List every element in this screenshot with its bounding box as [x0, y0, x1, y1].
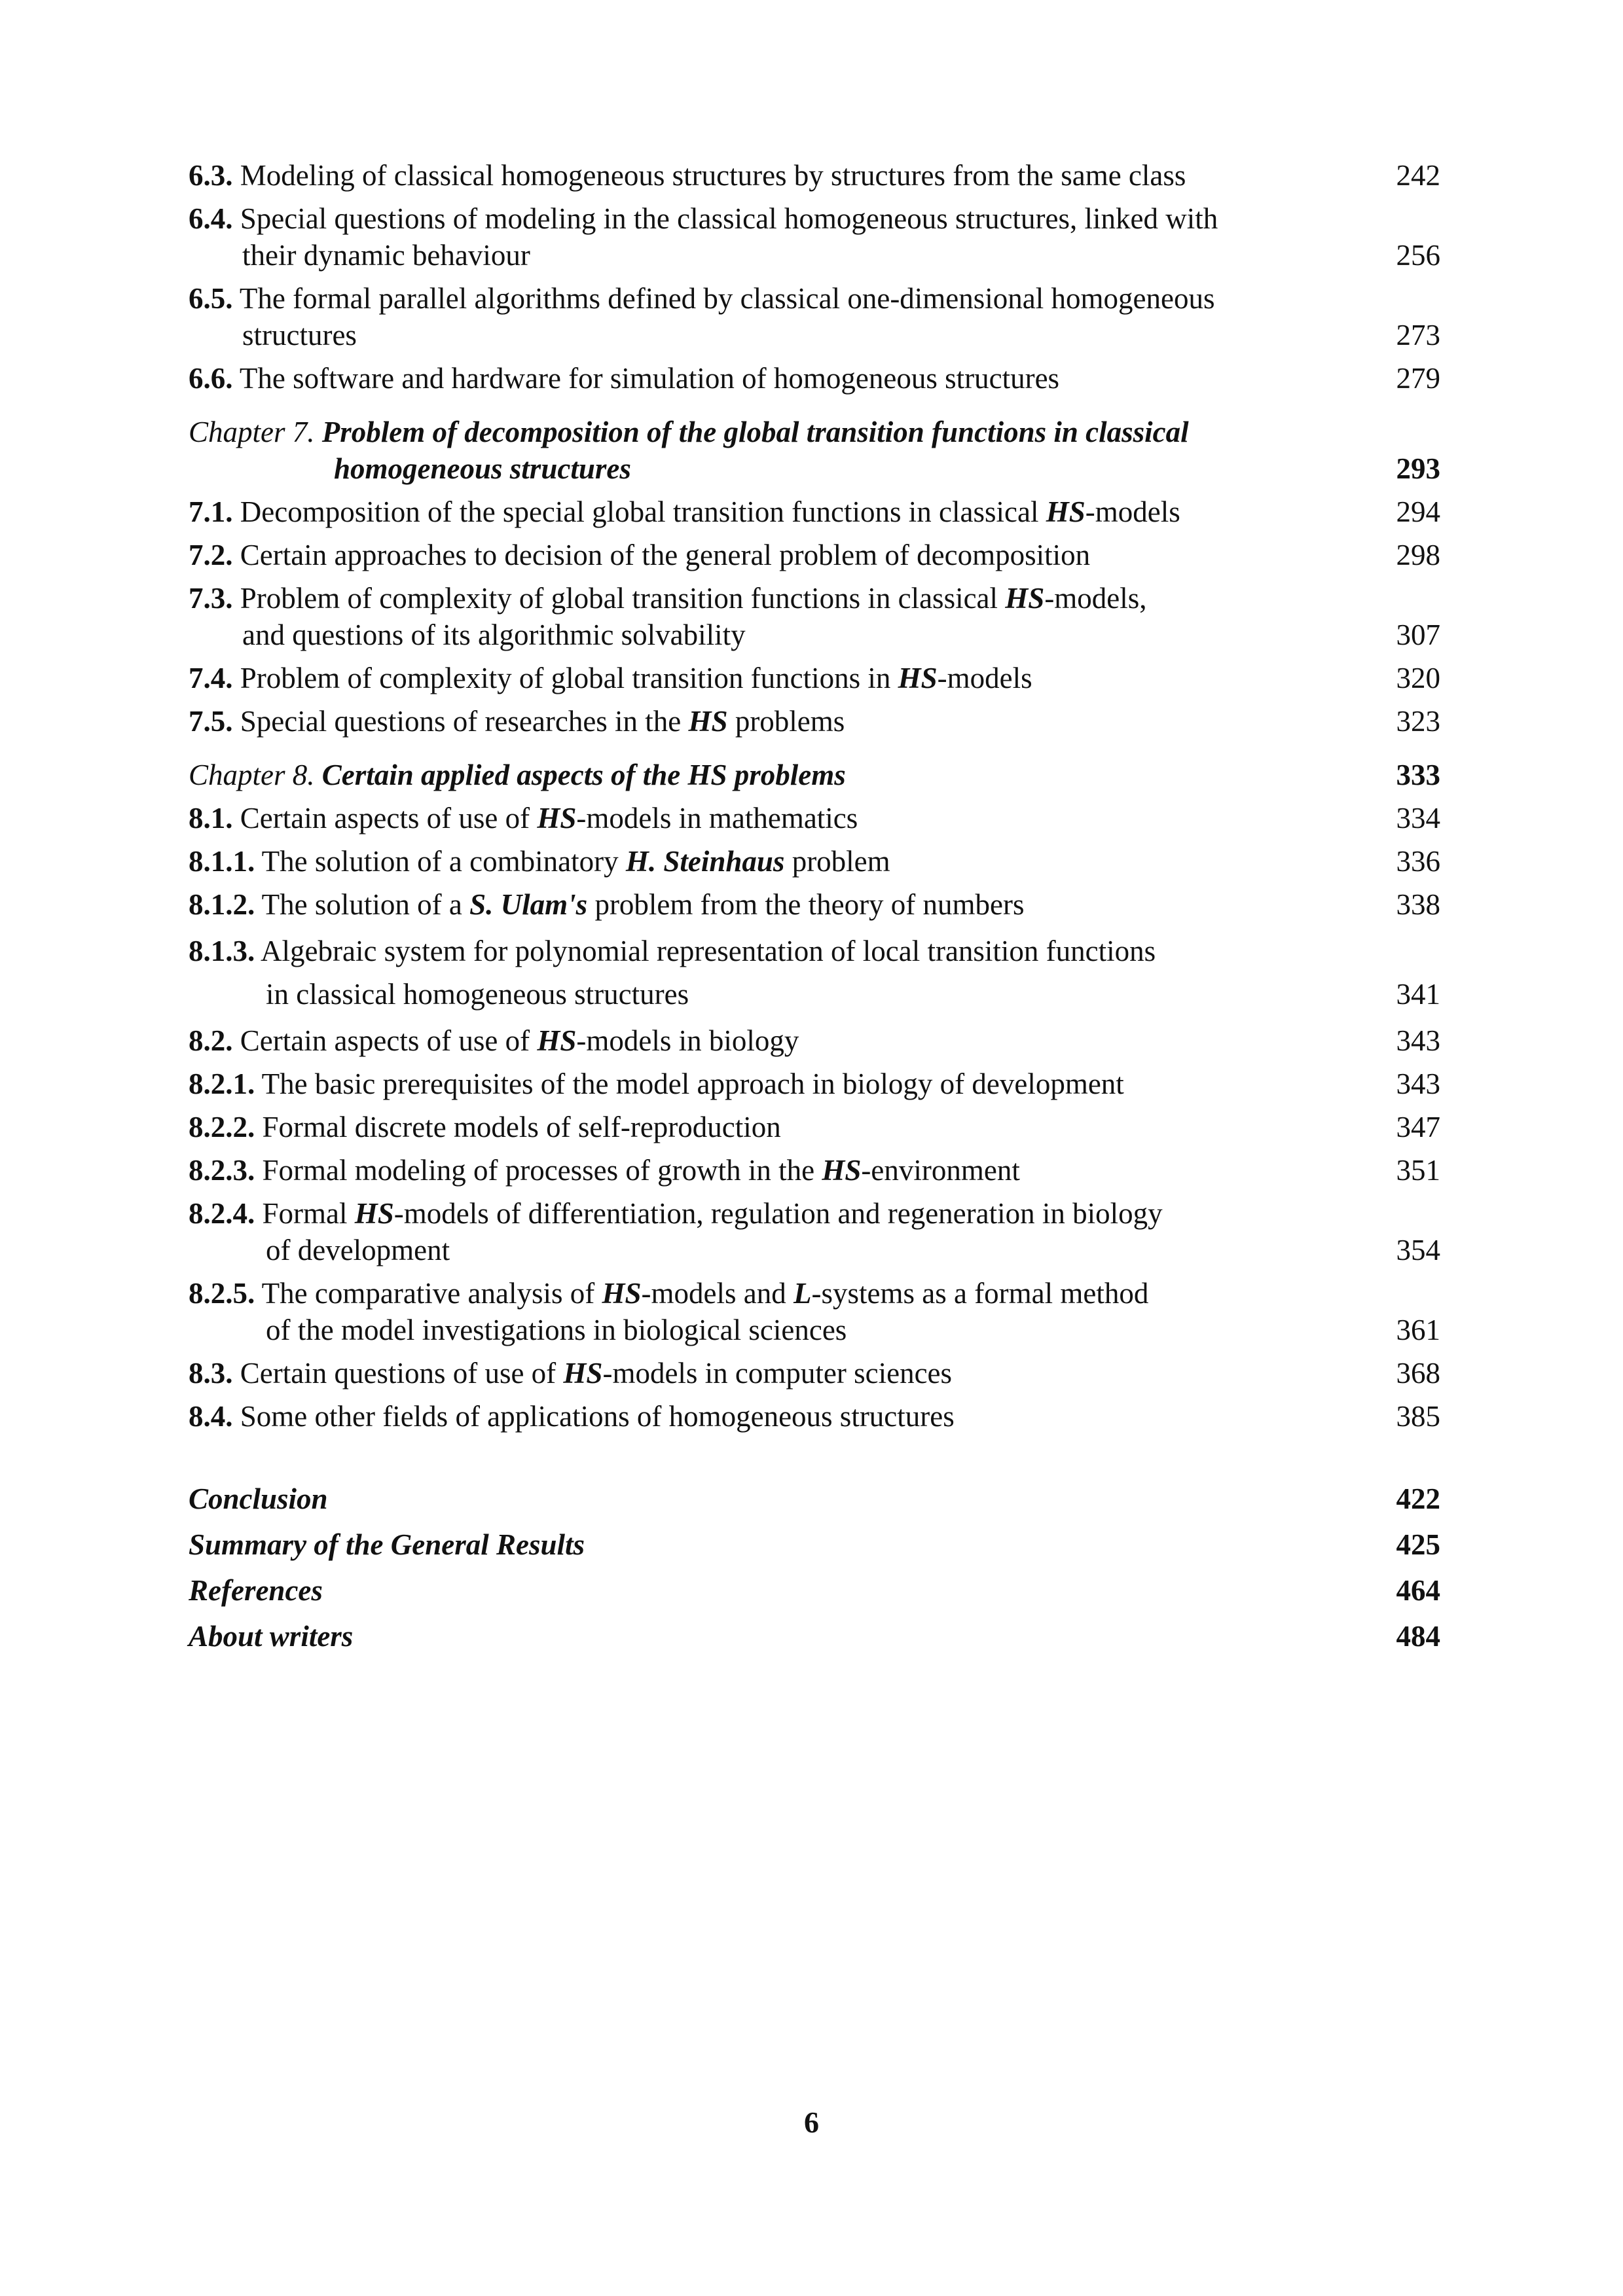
toc-entry-8-3[interactable]: 8.3. Certain questions of use of HS-models in computer sciences 368 — [189, 1355, 1440, 1391]
page-ref: 334 — [1396, 802, 1440, 834]
page-ref: 385 — [1396, 1400, 1440, 1433]
toc-entry-8-2-3[interactable]: 8.2.3. Formal modeling of processes of growth in the HS-environment 351 — [189, 1152, 1440, 1189]
toc-entry-8-4[interactable]: 8.4. Some other fields of applications of homogeneous structures 385 — [189, 1398, 1440, 1435]
page-ref: 256 — [1396, 239, 1440, 272]
toc-entry-8-2-5[interactable]: 8.2.5. The comparative analysis of HS-models and L-systems as a formal method of the model investigations in biological sciences 361 — [189, 1275, 1440, 1348]
page-ref: 464 — [1396, 1574, 1440, 1607]
toc-entry-8-2-4[interactable]: 8.2.4. Formal HS-models of differentiation, regulation and regeneration in biology of development 354 — [189, 1195, 1440, 1268]
toc-entry-6-5[interactable]: 6.5. The formal parallel algorithms defined by classical one-dimensional homogeneous structures 273 — [189, 280, 1440, 353]
page-ref: 273 — [1396, 319, 1440, 351]
page-ref: 323 — [1396, 705, 1440, 738]
page-ref: 343 — [1396, 1067, 1440, 1100]
toc-entry-8-2-1[interactable]: 8.2.1. The basic prerequisites of the model approach in biology of development 343 — [189, 1066, 1440, 1102]
toc-entry-conclusion[interactable]: Conclusion 422 — [189, 1480, 1440, 1517]
toc-entry-summary[interactable]: Summary of the General Results 425 — [189, 1526, 1440, 1563]
page-ref: 341 — [1396, 978, 1440, 1011]
page-ref: 354 — [1396, 1234, 1440, 1266]
toc-entry-8-2-2[interactable]: 8.2.2. Formal discrete models of self-reproduction 347 — [189, 1109, 1440, 1145]
toc-entry-6-4[interactable]: 6.4. Special questions of modeling in the classical homogeneous structures, linked with their dynamic behaviour 256 — [189, 200, 1440, 274]
toc-entry-6-3[interactable]: 6.3. Modeling of classical homogeneous structures by structures from the same class 242 — [189, 157, 1440, 194]
toc-chapter-7[interactable]: Chapter 7. Problem of decomposition of the global transition functions in classical homogeneous structures 293 — [189, 414, 1440, 487]
page-ref: 242 — [1396, 159, 1440, 192]
page-ref: 351 — [1396, 1154, 1440, 1187]
page-ref: 361 — [1396, 1314, 1440, 1346]
page-number: 6 — [804, 2106, 819, 2139]
table-of-contents — [189, 157, 1440, 1661]
page-ref: 422 — [1396, 1482, 1440, 1515]
toc-entry-8-1-2[interactable]: 8.1.2. The solution of a S. Ulam's problem from the theory of numbers 338 — [189, 886, 1440, 923]
page-ref: 298 — [1396, 539, 1440, 571]
page-ref: 320 — [1396, 662, 1440, 694]
section-gap — [189, 1441, 1440, 1480]
page-ref: 293 — [1396, 452, 1440, 485]
page-ref: 336 — [1396, 845, 1440, 878]
toc-chapter-8[interactable]: Chapter 8. Certain applied aspects of the HS problems 333 — [189, 757, 1440, 793]
toc-entry-7-3[interactable]: 7.3. Problem of complexity of global transition functions in classical HS-models, and questions of its algorithmic solvability 307 — [189, 580, 1440, 653]
toc-entry-6-6[interactable]: 6.6. The software and hardware for simulation of homogeneous structures 279 — [189, 360, 1440, 397]
page-ref: 368 — [1396, 1357, 1440, 1390]
page-ref: 333 — [1396, 759, 1440, 791]
page-ref: 279 — [1396, 362, 1440, 395]
page-ref: 307 — [1396, 619, 1440, 651]
toc-entry-8-1-1[interactable]: 8.1.1. The solution of a combinatory H. Steinhaus problem 336 — [189, 843, 1440, 880]
toc-entry-references[interactable]: References 464 — [189, 1572, 1440, 1609]
toc-entry-about[interactable]: About writers 484 — [189, 1618, 1440, 1655]
page-ref: 343 — [1396, 1024, 1440, 1057]
page-ref: 347 — [1396, 1111, 1440, 1143]
toc-entry-8-1-3[interactable]: 8.1.3. Algebraic system for polynomial representation of local transition functions in classical homogeneous structures 341 — [189, 929, 1440, 1016]
page-ref: 294 — [1396, 495, 1440, 528]
toc-entry-7-4[interactable]: 7.4. Problem of complexity of global transition functions in HS-models 320 — [189, 660, 1440, 696]
toc-entry-7-5[interactable]: 7.5. Special questions of researches in the HS problems 323 — [189, 703, 1440, 740]
page-ref: 338 — [1396, 888, 1440, 921]
toc-entry-7-2[interactable]: 7.2. Certain approaches to decision of the general problem of decomposition 298 — [189, 537, 1440, 573]
toc-entry-8-2[interactable]: 8.2. Certain aspects of use of HS-models in biology 343 — [189, 1022, 1440, 1059]
page-ref: 425 — [1396, 1528, 1440, 1561]
toc-entry-7-1[interactable]: 7.1. Decomposition of the special global transition functions in classical HS-models 294 — [189, 493, 1440, 530]
toc-entry-8-1[interactable]: 8.1. Certain aspects of use of HS-models in mathematics 334 — [189, 800, 1440, 836]
page-ref: 484 — [1396, 1620, 1440, 1653]
